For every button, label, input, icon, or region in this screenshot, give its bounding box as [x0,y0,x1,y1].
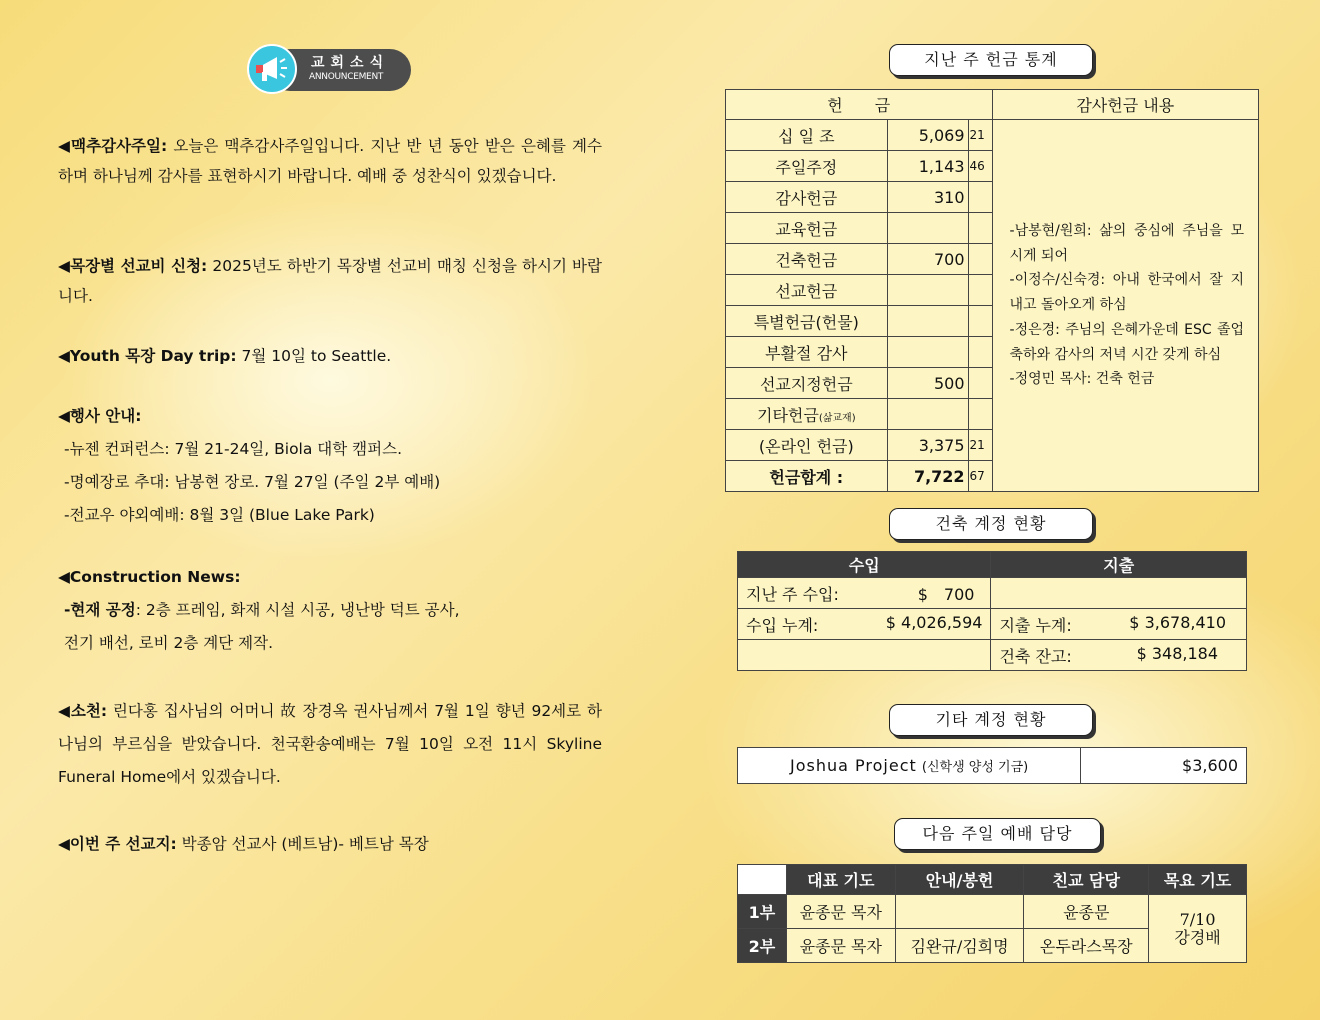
news-text: 린다홍 집사님의 어머니 故 장경옥 권사님께서 7월 1일 향년 92세로 하나님의 부르심을 받았습니다. 천국환송예배는 7월 10일 오전 11시 Skyline Funeral Home에서 있겠습니다. [58,702,602,786]
offering-amount: 1,143 [887,151,968,182]
offering-cents [968,337,992,368]
table-row [738,609,1247,640]
other-title: 기타 계정 현황 [889,704,1093,736]
building-title: 건축 계정 현황 [889,508,1093,540]
offering-cents: 21 [968,120,992,151]
other-account-name [738,748,1081,784]
news-thanksgiving [58,131,602,191]
news-construction [58,561,602,660]
offering-title: 지난 주 헌금 통계 [889,44,1093,76]
table-row [738,640,1247,671]
table-row [738,895,1247,929]
news-funeral [58,695,602,794]
offering-amount [887,306,968,337]
construction-item-label: -현재 공정 [64,601,136,619]
expense-total-label: 지출 누계: [999,615,1072,635]
offering-cents [968,182,992,213]
offering-name: 특별헌금(헌물) [726,306,888,337]
news-label: ◀소천: [58,702,108,720]
offering-amount [887,399,968,430]
offering-amount: 500 [887,368,968,399]
offering-name: 건축헌금 [726,244,888,275]
service-part: 1부 [738,895,787,929]
income-total-label: 수입 누계: [746,615,819,635]
offering-amount: 310 [887,182,968,213]
offering-name: 선교헌금 [726,275,888,306]
construction-item-text2: 전기 배선, 로비 2층 계단 제작. [64,634,274,652]
news-youth [58,341,602,371]
offering-amount: 3,375 [887,430,968,461]
event-item: -명예장로 추대: 남봉현 장로. 7월 27일 (주일 2부 예배) [64,473,441,491]
building-table [737,551,1247,671]
corner-cell [738,865,787,895]
total-label: 헌금합계 : [726,461,888,492]
offering-cents [968,368,992,399]
offering-name: (온라인 헌금) [726,430,888,461]
offering-name: 십 일 조 [726,120,888,151]
thursday-date: 7/10 [1179,909,1216,929]
thursday-cell [1149,895,1247,963]
offering-amount [887,275,968,306]
fellowship-cell: 윤종문 [1024,895,1149,929]
last-week-income-label: 지난 주 수입: [746,584,839,604]
service-part: 2부 [738,929,787,963]
memo-line: -정은경: 주님의 은혜가운데 ESC 졸업 축하와 감사의 저녁 시간 갖게 하심 [1009,321,1244,363]
memo-line: -정영민 목사: 건축 헌금 [1009,371,1155,388]
fellowship-cell: 온두라스목장 [1024,929,1149,963]
header-fellowship: 친교 담당 [1024,865,1149,895]
thursday-name: 강경배 [1174,927,1221,947]
expense-header: 지출 [991,552,1247,578]
prayer-cell: 윤종문 목자 [786,895,895,929]
table-row [738,578,1247,609]
news-label: ◀맥추감사주일: [58,137,168,155]
memo-line: -남봉현/원희: 삶의 중심에 주님을 모시게 되어 [1009,223,1244,264]
empty-cell [991,578,1247,609]
memo-line: -이정수/신숙경: 아내 한국에서 잘 지내고 돌아오게 하심 [1009,272,1244,314]
memo-header: 감사헌금 내용 [992,90,1258,120]
construction-item-text: : 2층 프레임, 화재 시설 시공, 냉난방 덕트 공사, [135,601,460,619]
offering-cents: 21 [968,430,992,461]
expense-total [991,609,1247,640]
total-amount: 7,722 [887,461,968,492]
other-table [737,747,1247,784]
news-label: ◀Youth 목장 Day trip: [58,347,237,365]
offering-amount [887,213,968,244]
offering-cents [968,275,992,306]
offering-amount: 700 [887,244,968,275]
badge-title: 교회소식 [311,55,390,71]
balance-label: 건축 잔고: [999,646,1072,666]
income-header: 수입 [738,552,991,578]
last-week-income [738,578,991,609]
event-item: -전교우 야외예배: 8월 3일 (Blue Lake Park) [64,506,375,524]
income-total-value: $ 4,026,594 [885,612,983,632]
news-text: 오늘은 맥추감사주일입니다. 지난 반 년 동안 받은 은혜를 계수하며 하나님께 감사를 표현하시기 바랍니다. 예배 중 성찬식이 있겠습니다. [58,137,602,185]
offering-name: 주일주정 [726,151,888,182]
news-events [58,400,602,532]
news-text: 7월 10일 to Seattle. [236,347,392,365]
memo-cell [992,120,1258,492]
total-cents: 67 [968,461,992,492]
offering-cents [968,306,992,337]
other-note: (신학생 양성 기금) [921,760,1029,775]
worship-table [737,864,1247,963]
worship-title: 다음 주일 예배 담당 [894,818,1101,850]
building-balance [991,640,1247,671]
table-row [726,120,1259,151]
other-value: $3,600 [1081,748,1247,784]
offering-name: 부활절 감사 [726,337,888,368]
empty-cell [738,640,991,671]
badge-subtitle: ANNOUNCEMENT [309,72,384,82]
offering-amount [887,337,968,368]
offering-name: 교육헌금 [726,213,888,244]
balance-value: $ 348,184 [1136,643,1218,663]
income-total [738,609,991,640]
offering-amount: 5,069 [887,120,968,151]
last-week-income-value: $ 700 [917,584,975,604]
table-row [738,748,1247,784]
offering-name: 선교지정헌금 [726,368,888,399]
offering-cents: 46 [968,151,992,182]
offering-table [725,89,1259,492]
expense-total-value: $ 3,678,410 [1129,612,1226,632]
offering-name: 감사헌금 [726,182,888,213]
announcement-badge [247,44,411,94]
megaphone-icon [247,44,297,94]
news-label: ◀Construction News: [58,568,241,586]
offering-name-main: 기타헌금 [757,405,819,425]
news-text: 박종암 선교사 (베트남)- 베트남 목장 [176,835,429,853]
offering-header: 헌 금 [726,90,993,120]
offering-cents [968,244,992,275]
news-text: 2025년도 하반기 목장별 선교비 매칭 신청을 하시기 바랍니다. [58,257,603,305]
usher-cell: 김완규/김희명 [895,929,1024,963]
other-name: Joshua Project [790,756,917,775]
header-thursday: 목요 기도 [1149,865,1247,895]
news-label: ◀이번 주 선교지: [58,835,177,853]
news-label: ◀목장별 선교비 신청: [58,257,208,275]
header-usher: 안내/봉헌 [895,865,1024,895]
news-label: ◀행사 안내: [58,407,142,425]
header-prayer: 대표 기도 [786,865,895,895]
offering-cents [968,213,992,244]
offering-name-small: (삶교재) [818,412,856,424]
usher-cell [895,895,1024,929]
event-item: -뉴젠 컨퍼런스: 7월 21-24일, Biola 대학 캠퍼스. [64,440,403,458]
news-missionary [58,828,602,861]
news-mission-fund [58,251,602,311]
prayer-cell: 윤종문 목자 [786,929,895,963]
offering-name [726,399,888,430]
offering-cents [968,399,992,430]
